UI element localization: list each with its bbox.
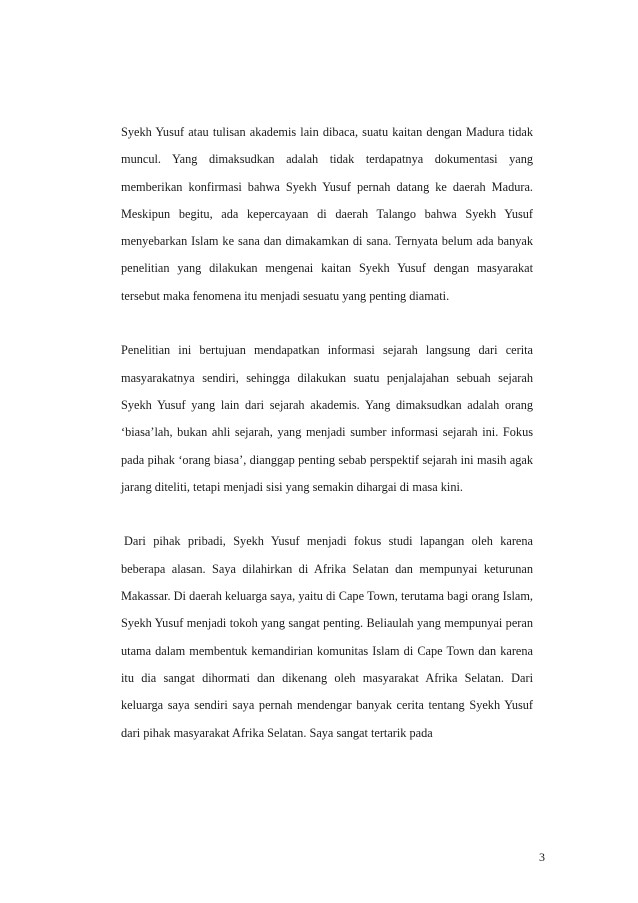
page-number: 3 (539, 850, 545, 864)
paragraph-1: Syekh Yusuf atau tulisan akademis lain dibaca, suatu kaitan dengan Madura tidak muncul. Yang dimaksudkan adalah tidak terdapatnya dokumentasi yang memberikan konfirmasi bahwa Syekh Yusuf pernah datang ke daerah Madura. Meskipun begitu, ada kepercayaan di daerah Talango bahwa Syekh Yusuf menyebarkan Islam ke sana dan dimakamkan di sana. Ternyata belum ada banyak penelitian yang dilakukan mengenai kaitan Syekh Yusuf dengan masyarakat tersebut maka fenomena itu menjadi sesuatu yang penting diamati. (121, 125, 533, 303)
body-text (121, 119, 533, 747)
paragraph-3: Dari pihak pribadi, Syekh Yusuf menjadi fokus studi lapangan oleh karena beberapa alasan. Saya dilahirkan di Afrika Selatan dan mempunyai keturunan Makassar. Di daerah keluarga saya, yaitu di Cape Town, terutama bagi orang Islam, Syekh Yusuf menjadi tokoh yang sangat penting. Beliaulah yang mempunyai peran utama dalam membentuk kemandirian komunitas Islam di Cape Town dan karena itu dia sangat dihormati dan dikenang oleh masyarakat Afrika Selatan. Dari keluarga saya sendiri saya pernah mendengar banyak cerita tentang Syekh Yusuf dari pihak masyarakat Afrika Selatan. Saya sangat tertarik pada (121, 534, 533, 740)
paragraph-2: Penelitian ini bertujuan mendapatkan informasi sejarah langsung dari cerita masyarakatnya sendiri, sehingga dilakukan suatu penjalajahan sebuah sejarah Syekh Yusuf yang lain dari sejarah akademis. Yang dimaksudkan adalah orang ‘biasa’lah, bukan ahli sejarah, yang menjadi sumber informasi sejarah ini. Fokus pada pihak ‘orang biasa’, dianggap penting sebab perspektif sejarah ini masih agak jarang diteliti, tetapi menjadi sisi yang semakin dihargai di masa kini. (121, 343, 533, 494)
